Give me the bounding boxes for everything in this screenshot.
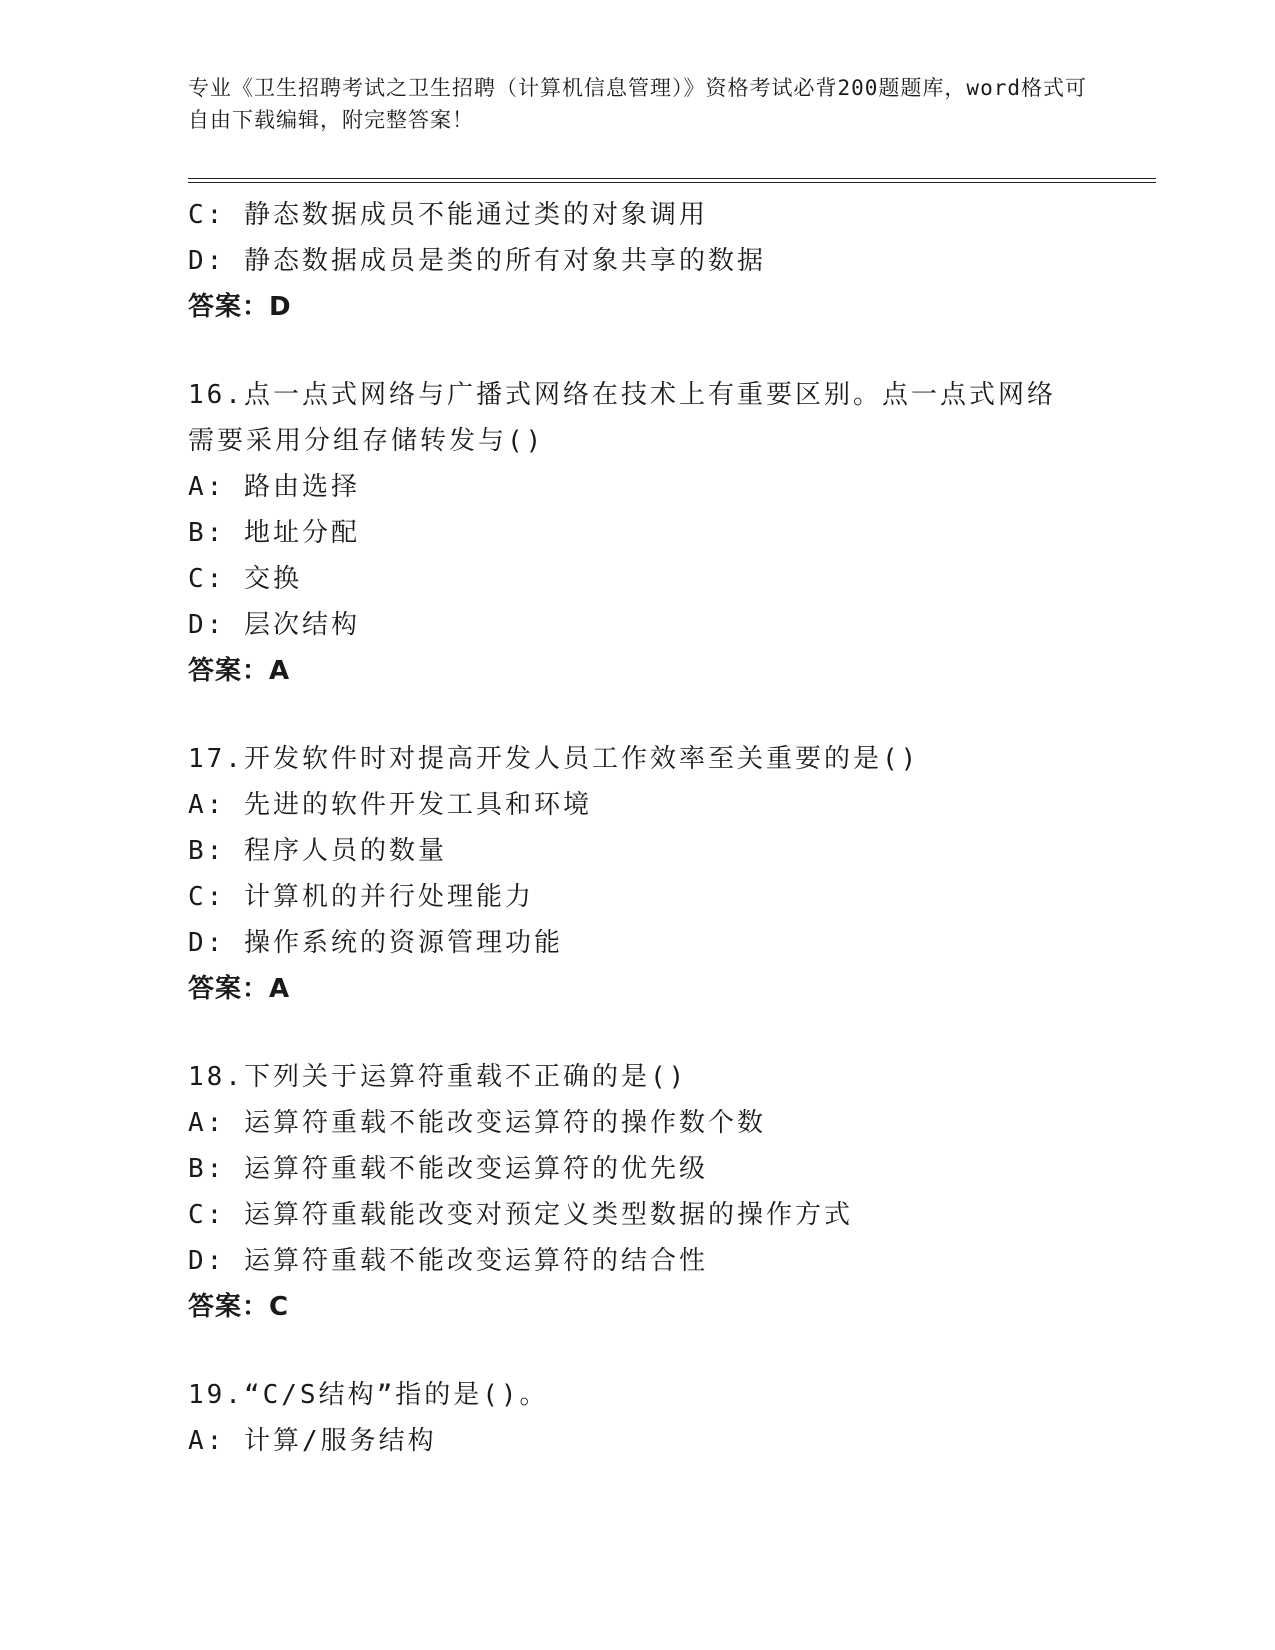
answer: 答案：C: [188, 1292, 290, 1322]
question-stem: 18.下列关于运算符重载不正确的是(): [188, 1062, 688, 1092]
question-stem: 19.“C/S结构”指的是()。: [188, 1380, 549, 1410]
question-stem: 17.开发软件时对提高开发人员工作效率至关重要的是(): [188, 744, 920, 774]
option-a: A: 计算/服务结构: [188, 1426, 437, 1456]
header-divider-bottom: [188, 182, 1156, 183]
question-list: [188, 192, 1128, 1464]
answer: 答案：D: [188, 292, 292, 322]
option-d: D: 操作系统的资源管理功能: [188, 928, 563, 958]
question-18: [188, 1054, 1128, 1330]
option-b: B: 地址分配: [188, 518, 360, 548]
answer: 答案：A: [188, 974, 291, 1004]
answer: 答案：A: [188, 656, 291, 686]
option-c: C: 运算符重载能改变对预定义类型数据的操作方式: [188, 1200, 853, 1230]
option-d: D: 层次结构: [188, 610, 360, 640]
option-c: C: 静态数据成员不能通过类的对象调用: [188, 200, 708, 230]
option-c: C: 交换: [188, 564, 302, 594]
option-d: D: 静态数据成员是类的所有对象共享的数据: [188, 246, 766, 276]
option-b: B: 程序人员的数量: [188, 836, 447, 866]
header-title: 专业《卫生招聘考试之卫生招聘（计算机信息管理）》资格考试必背200题题库，word格式可自由下载编辑，附完整答案！: [188, 76, 1087, 132]
option-d: D: 运算符重载不能改变运算符的结合性: [188, 1246, 708, 1276]
option-a: A: 运算符重载不能改变运算符的操作数个数: [188, 1108, 766, 1138]
option-a: A: 先进的软件开发工具和环境: [188, 790, 592, 820]
document-header: [188, 72, 1088, 136]
question-19: [188, 1372, 1128, 1464]
option-a: A: 路由选择: [188, 472, 360, 502]
option-b: B: 运算符重载不能改变运算符的优先级: [188, 1154, 708, 1184]
question-17: [188, 736, 1128, 1012]
header-divider-top: [188, 178, 1156, 179]
question-16: [188, 372, 1128, 694]
question-stem: 16.点一点式网络与广播式网络在技术上有重要区别。点一点式网络需要采用分组存储转发与(): [188, 380, 1056, 456]
question-15-continuation: [188, 192, 1128, 330]
option-c: C: 计算机的并行处理能力: [188, 882, 534, 912]
